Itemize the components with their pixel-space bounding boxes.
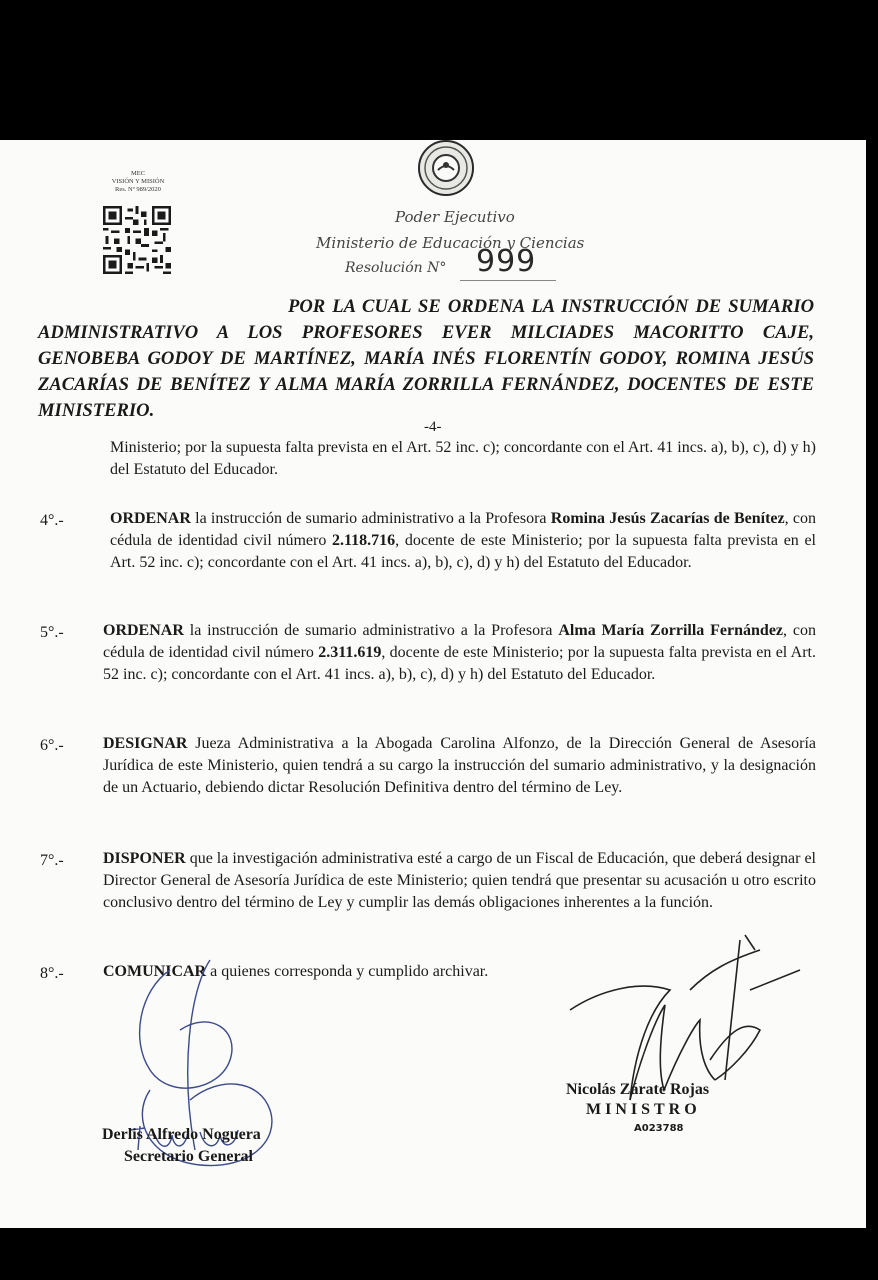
resolution-title: POR LA CUAL SE ORDENA LA INSTRUCCIÓN DE SUMARIO ADMINISTRATIVO A LOS PROFESORES EVER MILCIADES MACORITTO CAJE, GENOBEBA GODOY DE MARTÍNEZ, MARÍA INÉS FLORENTÍN GODOY, ROMINA JESÚS ZACARÍAS DE BENÍTEZ Y ALMA MARÍA ZORRILLA FERNÁNDEZ, DOCENTES DE ESTE MINISTERIO. [38, 296, 814, 421]
article-text: la instrucción de sumario administrativo a la Profesora [183, 622, 559, 639]
article-text: que la investigación administrativa esté a cargo de un Fiscal de Educación, que deberá designar el Director General de Asesoría Jurídica de este Ministerio; quien tendrá que presentar su acusación u otro escrito conclusivo dentro del término de Ley y cumplir las demás obligaciones inherentes a la función. [103, 850, 816, 911]
article-text: la instrucción de sumario administrativo a la Profesora [190, 510, 551, 527]
qr-caption-line: MEC [130, 170, 146, 177]
article-text: , docente de este Ministerio; por la supuesta falta prevista en el Art. 52 inc. c); concordante con el Art. 41 incs. a), b), c), d) y h) del Estatuto del Educador. [103, 644, 816, 683]
article-text: , con cédula de identidad civil número [103, 622, 816, 661]
qr-caption [98, 170, 178, 194]
article-verb: DESIGNAR [103, 735, 188, 752]
qr-code [103, 206, 171, 274]
resolution-underline [460, 280, 556, 281]
national-seal-icon [410, 140, 482, 196]
article-number: 8°.- [40, 965, 64, 982]
article-5 [103, 620, 816, 686]
article-verb: ORDENAR [110, 510, 191, 527]
document-page [0, 140, 866, 1228]
article-verb: COMUNICAR [103, 963, 207, 980]
article-number: 6°.- [40, 737, 64, 754]
article-text: , docente de este Ministerio; por la supuesta falta prevista en el Art. 52 inc. c); concordante con el Art. 41 incs. a), b), c), d) y h) del Estatuto del Educador. [110, 532, 817, 571]
article-text: Jueza Administrativa a la Abogada Carolina Alfonzo, de la Dirección General de Asesoría Jurídica de este Ministerio, quien tendrá a su cargo la instrucción del sumario administrativo, y la designación de un Actuario, debiendo dictar Resolución Definitiva dentro del término de Ley. [103, 735, 816, 796]
secretary-name: Derlis Alfredo Noguera [102, 1126, 261, 1143]
teacher-name: Alma María Zorrilla Fernández [558, 622, 784, 639]
article-number: 5°.- [40, 624, 64, 641]
secretary-signature-icon [110, 950, 310, 1180]
article-verb: DISPONER [103, 850, 186, 867]
article-verb: ORDENAR [103, 622, 184, 639]
article-3-continuation: Ministerio; por la supuesta falta prevista en el Art. 52 inc. c); concordante con el Art. 41 incs. a), b), c), d) y h) del Estatuto del Educador. [110, 439, 816, 478]
article-text: a quienes corresponda y cumplido archivar. [206, 963, 489, 980]
article-4 [110, 508, 816, 574]
minister-signature-icon [560, 930, 810, 1130]
resolution-number: 999 [476, 244, 537, 279]
qr-caption-line: VISIÓN Y MISIÓN [111, 178, 165, 185]
teacher-name: Romina Jesús Zacarías de Benítez [550, 510, 785, 527]
resolution-label: Resolución N° [345, 260, 447, 276]
article-text: , con cédula de identidad civil número [110, 510, 816, 549]
minister-title: MINISTRO [586, 1101, 701, 1118]
article-7 [103, 848, 816, 914]
secretary-title: Secretario General [124, 1148, 253, 1165]
minister-name: Nicolás Zárate Rojas [566, 1081, 710, 1098]
minister-code: A023788 [634, 1123, 684, 1134]
header-poder-ejecutivo: Poder Ejecutivo [395, 208, 515, 226]
article-number: 4°.- [40, 512, 64, 529]
id-number: 2.311.619 [318, 644, 382, 661]
qr-caption-line: Res. Nº 989/2020 [115, 186, 161, 193]
article-number: 7°.- [40, 852, 64, 869]
id-number: 2.118.716 [332, 532, 396, 549]
article-6 [103, 733, 816, 799]
header-ministerio: Ministerio de Educación y Ciencias [316, 234, 585, 252]
page-number: -4- [424, 419, 442, 435]
